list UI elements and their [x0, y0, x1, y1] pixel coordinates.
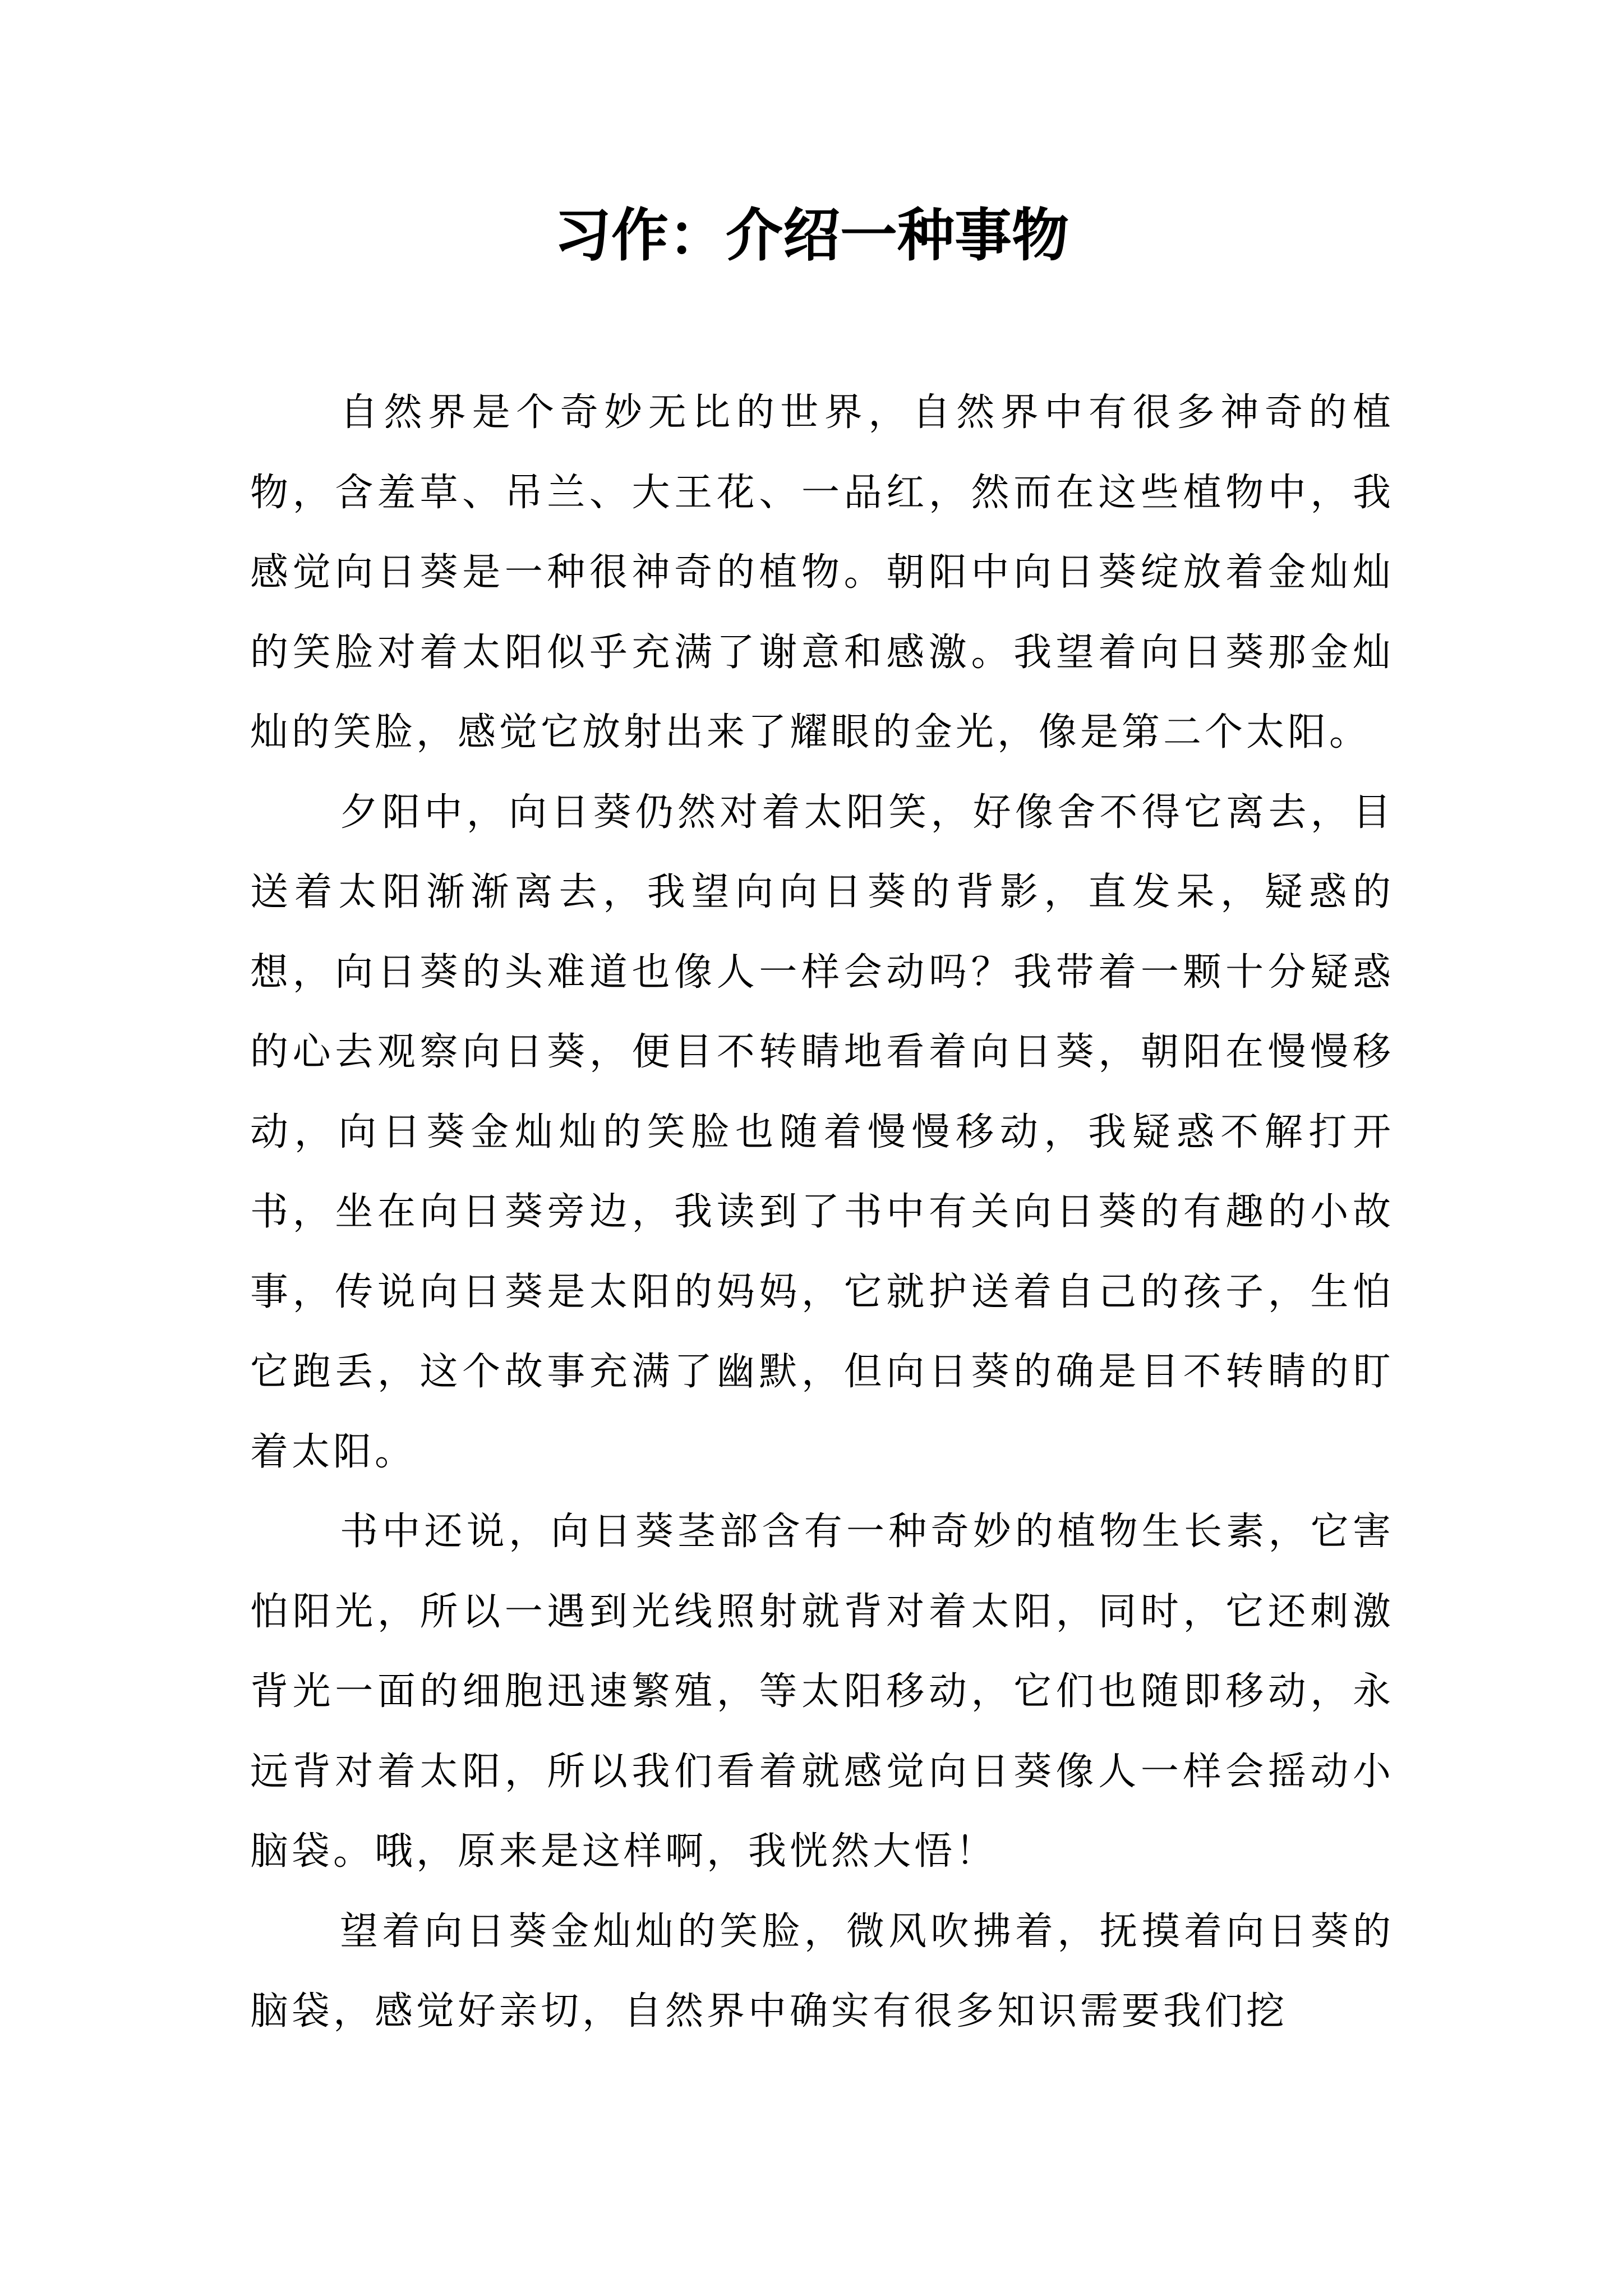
document-body: [250, 373, 1394, 2052]
paragraph-2: 夕阳中，向日葵仍然对着太阳笑，好像舍不得它离去，目送着太阳渐渐离去，我望向向日葵的背影，直发呆，疑惑的想，向日葵的头难道也像人一样会动吗？我带着一颗十分疑惑的心去观察向日葵，便目不转睛地看着向日葵，朝阳在慢慢移动，向日葵金灿灿的笑脸也随着慢慢移动，我疑惑不解打开书，坐在向日葵旁边，我读到了书中有关向日葵的有趣的小故事，传说向日葵是太阳的妈妈，它就护送着自己的孩子，生怕它跑丢，这个故事充满了幽默，但向日葵的确是目不转睛的盯着太阳。: [250, 790, 1394, 1474]
paragraph-1: 自然界是个奇妙无比的世界，自然界中有很多神奇的植物，含羞草、吊兰、大王花、一品红，然而在这些植物中，我感觉向日葵是一种很神奇的植物。朝阳中向日葵绽放着金灿灿的笑脸对着太阳似乎充满了谢意和感激。我望着向日葵那金灿灿的笑脸，感觉它放射出来了耀眼的金光，像是第二个太阳。: [250, 390, 1394, 754]
paragraph-4: 望着向日葵金灿灿的笑脸，微风吹拂着，抚摸着向日葵的脑袋，感觉好亲切，自然界中确实有很多知识需要我们挖: [250, 1909, 1394, 2033]
document-title: 习作：介绍一种事物: [554, 202, 1069, 269]
paragraph-3: 书中还说，向日葵茎部含有一种奇妙的植物生长素，它害怕阳光，所以一遇到光线照射就背对着太阳，同时，它还刺激背光一面的细胞迅速繁殖，等太阳移动，它们也随即移动，永远背对着太阳，所以我们看着就感觉向日葵像人一样会摇动小脑袋。哦，原来是这样啊，我恍然大悟！: [250, 1510, 1394, 1874]
